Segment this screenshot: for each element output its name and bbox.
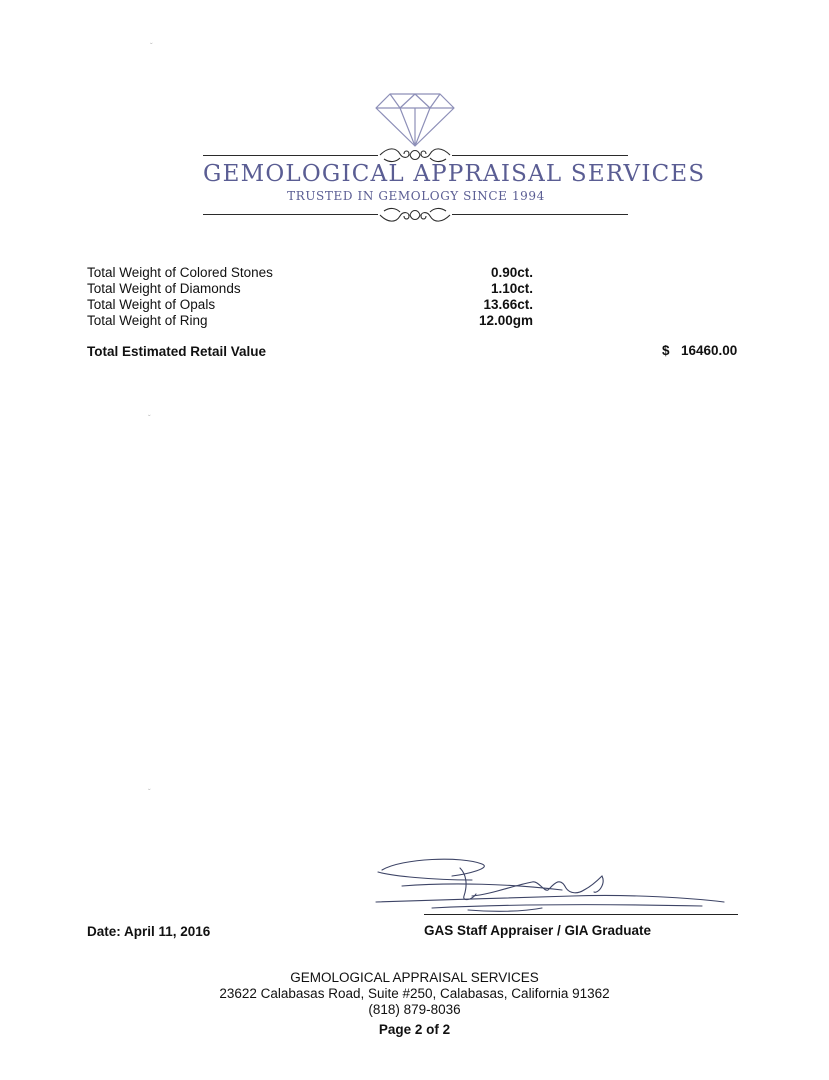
weight-row: [87, 265, 537, 281]
weight-label: Total Weight of Colored Stones: [87, 265, 273, 280]
weight-row: [87, 313, 537, 329]
scan-speck: ˇ: [148, 414, 151, 423]
weight-label: Total Weight of Diamonds: [87, 281, 241, 296]
weights-table: [87, 265, 537, 329]
weight-value: 1.10ct.: [490, 281, 533, 296]
logo-rule-top-left: [203, 155, 378, 156]
company-name: GEMOLOGICAL APPRAISAL SERVICES: [203, 161, 706, 187]
appraiser-title: GAS Staff Appraiser / GIA Graduate: [424, 923, 652, 938]
weight-label: Total Weight of Ring: [87, 313, 208, 328]
footer-phone: (818) 879-8036: [368, 1002, 461, 1017]
appraisal-date: Date: April 11, 2016: [87, 924, 211, 939]
weight-value: 0.90ct.: [490, 265, 533, 280]
logo-rule-top-right: [452, 155, 628, 156]
scan-speck: ˇ: [148, 788, 151, 797]
total-currency-symbol: $: [662, 343, 670, 358]
weight-value: 12.00gm: [478, 313, 533, 328]
footer-company: GEMOLOGICAL APPRAISAL SERVICES: [290, 970, 539, 985]
flourish-ornament-icon: [378, 205, 452, 225]
total-value-amount: 16460.00: [681, 343, 738, 358]
signature-line: [424, 914, 738, 915]
weight-row: [87, 297, 537, 313]
total-value-label: Total Estimated Retail Value: [87, 344, 267, 359]
handwritten-signature: [372, 850, 732, 918]
diamond-icon: [374, 92, 456, 148]
scan-speck: ˇ: [150, 42, 153, 51]
page-footer: [0, 970, 829, 1038]
weight-value: 13.66ct.: [483, 297, 533, 312]
footer-address: 23622 Calabasas Road, Suite #250, Calabasas, California 91362: [219, 986, 610, 1001]
weight-label: Total Weight of Opals: [87, 297, 216, 312]
logo-rule-bottom-left: [203, 214, 378, 215]
logo-rule-bottom-right: [452, 214, 628, 215]
weight-row: [87, 281, 537, 297]
page-number: Page 2 of 2: [378, 1022, 451, 1037]
company-tagline: TRUSTED IN GEMOLOGY SINCE 1994: [287, 189, 545, 203]
